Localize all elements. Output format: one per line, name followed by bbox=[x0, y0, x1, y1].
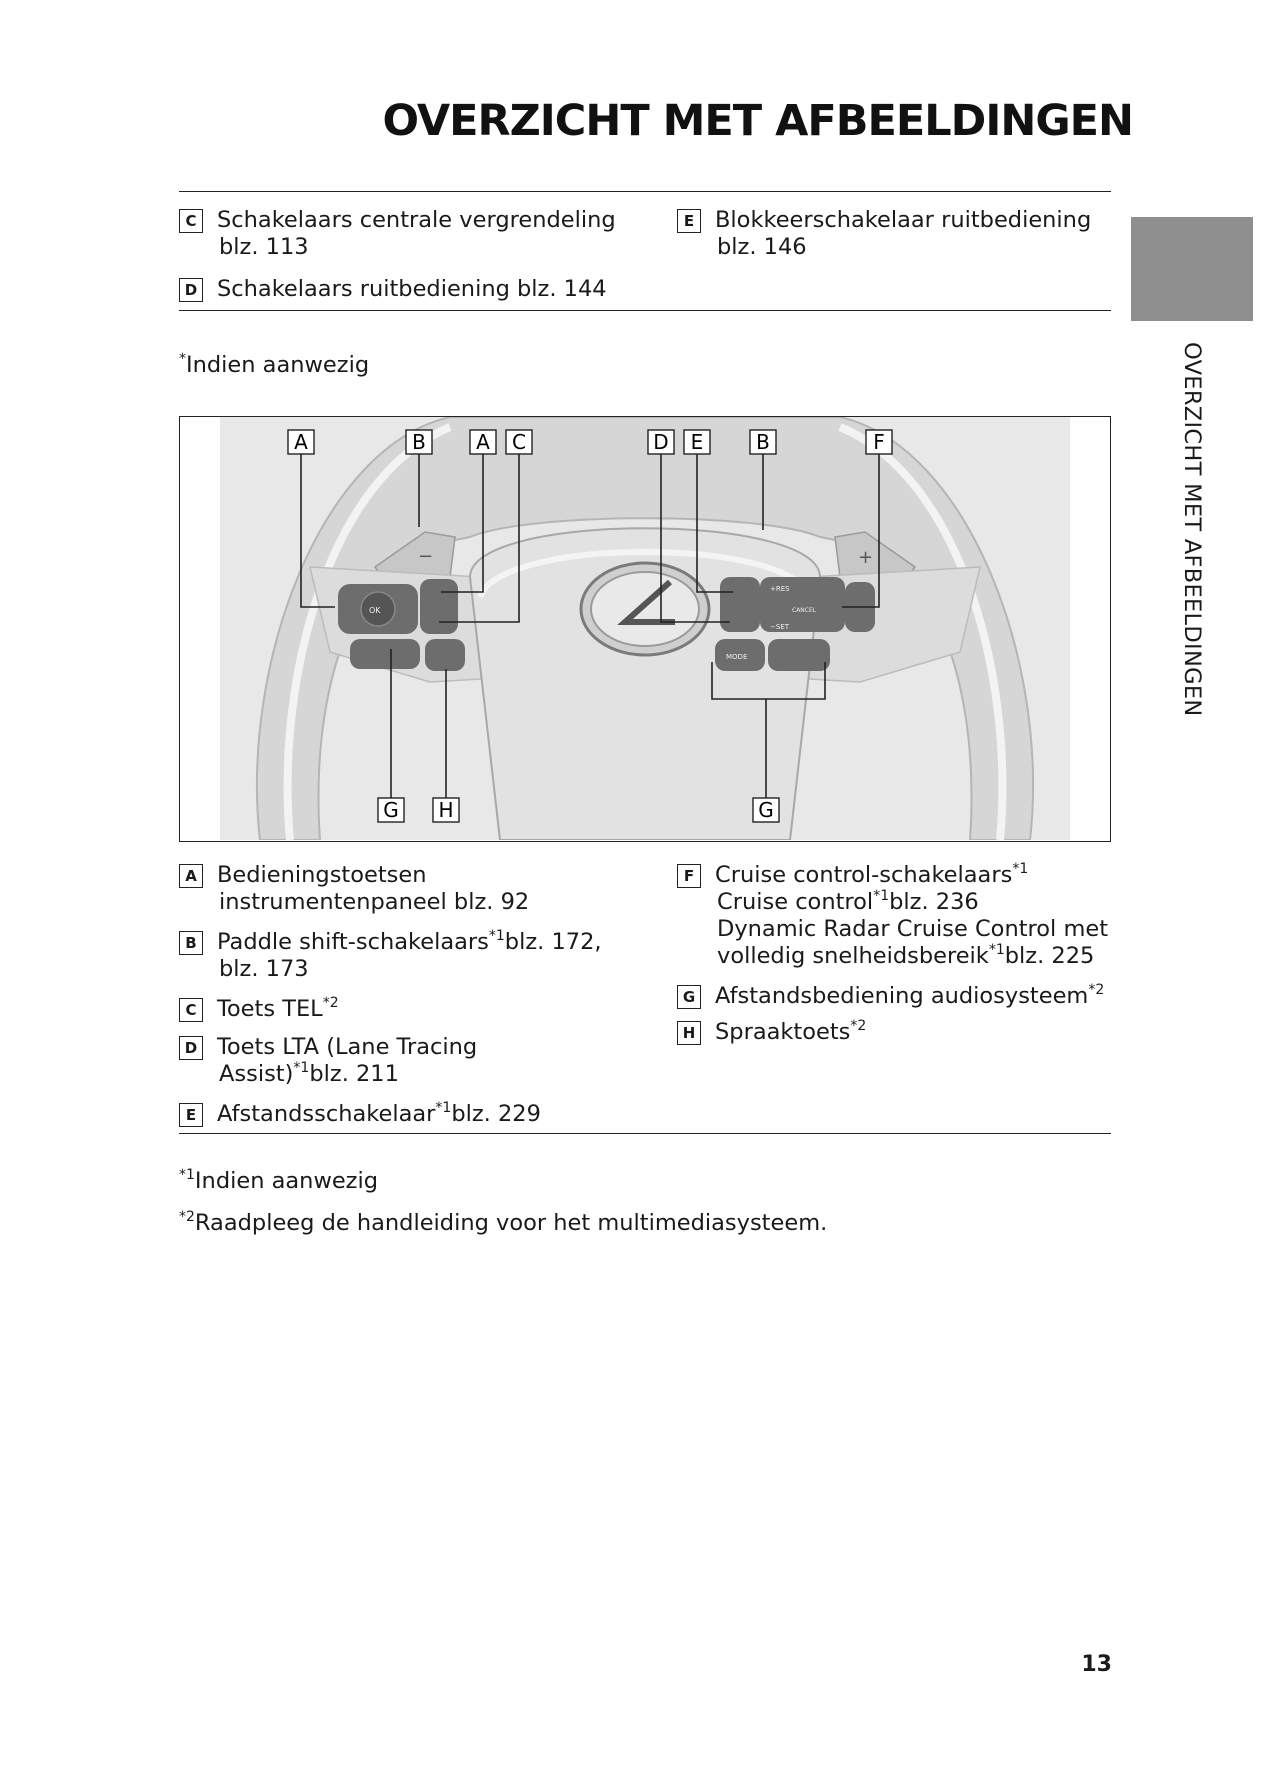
item-page-ref: blz. 172, bbox=[504, 929, 602, 955]
footnote-ref: *1 bbox=[293, 1060, 310, 1076]
letter-box: B bbox=[179, 931, 203, 955]
letter-box: A bbox=[179, 864, 203, 888]
footnote-ref: *2 bbox=[322, 995, 339, 1011]
steering-wheel-figure bbox=[179, 416, 1111, 842]
footnote-ref: *1 bbox=[1012, 861, 1029, 877]
footnote-2 bbox=[179, 1210, 827, 1236]
chapter-tab-label: OVERZICHT MET AFBEELDINGEN bbox=[1179, 342, 1205, 717]
set-button-label: −SET bbox=[770, 623, 790, 631]
item-text-cont: Assist) bbox=[219, 1061, 294, 1087]
legend-item-f bbox=[677, 862, 1108, 970]
footnote-text: Indien aanwezig bbox=[194, 1168, 379, 1194]
list-item-d-top bbox=[179, 276, 607, 303]
callout-a: A bbox=[476, 430, 490, 454]
legend-item-c bbox=[179, 996, 339, 1023]
letter-box: C bbox=[179, 209, 203, 233]
callout-f: F bbox=[873, 430, 885, 454]
footnote-ref: *1 bbox=[873, 888, 890, 904]
item-text: Cruise control-schakelaars bbox=[715, 862, 1013, 888]
list-item-e-top bbox=[677, 207, 1091, 261]
callout-a: A bbox=[294, 430, 308, 454]
item-text-cont: Cruise control bbox=[717, 889, 874, 915]
callout-d: D bbox=[653, 430, 669, 454]
callout-b: B bbox=[412, 430, 426, 454]
list-item-c-top bbox=[179, 207, 616, 261]
steering-wheel-illustration bbox=[180, 417, 1109, 840]
chapter-tab bbox=[1131, 217, 1253, 321]
item-text-cont: Dynamic Radar Cruise Control met bbox=[717, 916, 1109, 942]
legend-item-b bbox=[179, 929, 602, 983]
callout-e: E bbox=[690, 430, 704, 454]
item-text: Afstandsschakelaar bbox=[217, 1101, 436, 1127]
item-page-ref: blz. 211 bbox=[309, 1061, 399, 1087]
footnote-ref: *1 bbox=[988, 942, 1005, 958]
divider bbox=[179, 1133, 1111, 1134]
letter-box: H bbox=[677, 1021, 701, 1045]
page-title: OVERZICHT MET AFBEELDINGEN bbox=[382, 96, 1133, 146]
item-text: Toets TEL bbox=[217, 996, 323, 1022]
footnote-text: Indien aanwezig bbox=[186, 352, 370, 378]
mode-button-label: MODE bbox=[726, 653, 748, 661]
legend-item-a bbox=[179, 862, 529, 916]
footnote-ref: *2 bbox=[1088, 982, 1105, 998]
footnote-ref: *1 bbox=[435, 1100, 452, 1116]
letter-box: F bbox=[677, 864, 701, 888]
callout-g: G bbox=[758, 798, 774, 822]
svg-text:−: − bbox=[418, 546, 434, 567]
callout-h: H bbox=[438, 798, 454, 822]
letter-box: D bbox=[179, 278, 203, 302]
svg-text:+: + bbox=[858, 547, 874, 568]
item-text-cont: volledig snelheidsbereik bbox=[717, 943, 989, 969]
letter-box: C bbox=[179, 998, 203, 1022]
callout-b: B bbox=[756, 430, 770, 454]
footnote-1 bbox=[179, 1168, 378, 1194]
footnote-top bbox=[179, 352, 369, 378]
item-text: Afstandsbediening audiosysteem bbox=[715, 983, 1089, 1009]
divider bbox=[179, 310, 1111, 311]
footnote-mark: * bbox=[179, 351, 186, 367]
item-page-ref: blz. 236 bbox=[889, 889, 979, 915]
item-page-ref: blz. 173 bbox=[219, 956, 309, 982]
item-text: Spraaktoets bbox=[715, 1019, 851, 1045]
page-number: 13 bbox=[1081, 1652, 1112, 1677]
callout-g: G bbox=[383, 798, 399, 822]
footnote-mark: *1 bbox=[179, 1167, 195, 1183]
letter-box: E bbox=[677, 209, 701, 233]
legend-item-e bbox=[179, 1101, 541, 1128]
footnote-text: Raadpleeg de handleiding voor het multimediasysteem. bbox=[194, 1210, 828, 1236]
item-text: Schakelaars ruitbediening blz. 144 bbox=[217, 276, 607, 302]
callout-c: C bbox=[512, 430, 526, 454]
letter-box: D bbox=[179, 1036, 203, 1060]
cancel-button-label: CANCEL bbox=[792, 607, 817, 614]
footnote-ref: *1 bbox=[488, 928, 505, 944]
legend-item-d bbox=[179, 1034, 477, 1088]
legend-item-g bbox=[677, 983, 1104, 1010]
letter-box: G bbox=[677, 985, 701, 1009]
ok-button-label: OK bbox=[369, 606, 381, 615]
item-text: Schakelaars centrale vergrendeling bbox=[217, 207, 616, 233]
legend-item-h bbox=[677, 1019, 866, 1046]
footnote-ref: *2 bbox=[850, 1018, 867, 1034]
item-text: Blokkeerschakelaar ruitbediening bbox=[715, 207, 1092, 233]
letter-box: E bbox=[179, 1103, 203, 1127]
item-text-cont: instrumentenpaneel blz. 92 bbox=[219, 889, 530, 915]
footnote-mark: *2 bbox=[179, 1209, 195, 1225]
item-text: Toets LTA (Lane Tracing bbox=[217, 1034, 478, 1060]
item-page-ref: blz. 225 bbox=[1004, 943, 1095, 969]
divider bbox=[179, 191, 1111, 192]
item-page-ref: blz. 229 bbox=[451, 1101, 541, 1127]
item-text: Bedieningstoetsen bbox=[217, 862, 427, 888]
item-page-ref: blz. 113 bbox=[219, 234, 309, 260]
item-text: Paddle shift-schakelaars bbox=[217, 929, 489, 955]
res-button-label: +RES bbox=[770, 585, 790, 593]
item-page-ref: blz. 146 bbox=[717, 234, 807, 260]
